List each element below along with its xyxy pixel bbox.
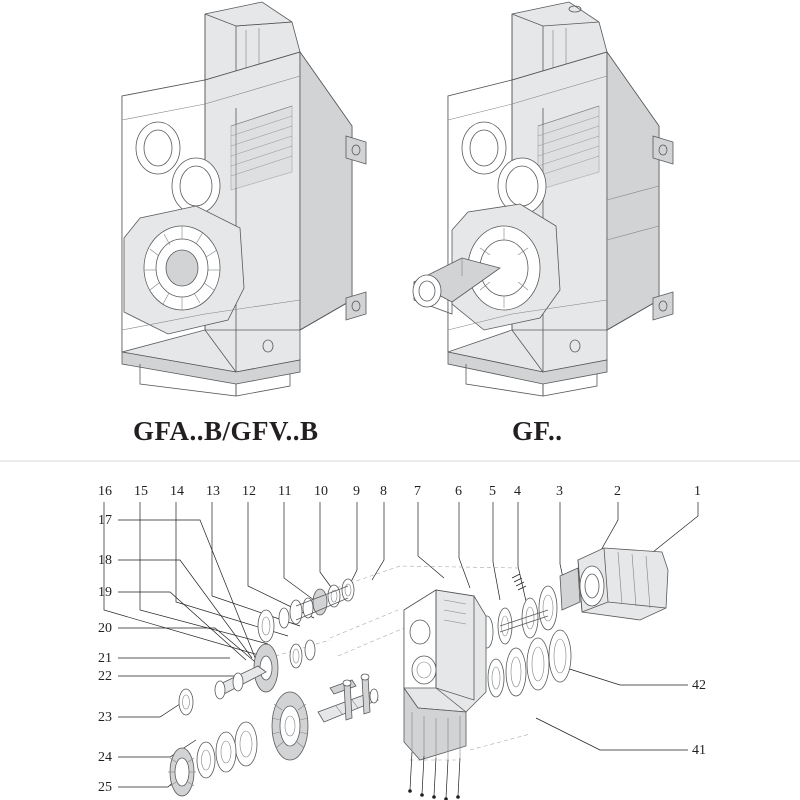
callout-2: 2 <box>614 484 621 499</box>
callout-11: 11 <box>278 484 292 499</box>
callout-20: 20 <box>98 621 112 636</box>
assembly-arrows <box>512 574 526 590</box>
exploded-view-panel <box>0 460 800 800</box>
figure-right-gf <box>413 2 673 396</box>
callout-13: 13 <box>206 484 220 499</box>
callout-24: 24 <box>98 750 112 765</box>
callout-4: 4 <box>514 484 521 499</box>
part-flange-stack <box>481 586 557 648</box>
callout-7: 7 <box>414 484 421 499</box>
callout-6: 6 <box>455 484 462 499</box>
callout-12: 12 <box>242 484 256 499</box>
callout-23: 23 <box>98 710 112 725</box>
part-housing <box>404 590 486 800</box>
callout-1: 1 <box>694 484 701 499</box>
callout-8: 8 <box>380 484 387 499</box>
callout-25: 25 <box>98 780 112 795</box>
part-pins <box>343 674 370 720</box>
callout-17: 17 <box>98 513 112 528</box>
callout-9: 9 <box>353 484 360 499</box>
callout-14: 14 <box>170 484 184 499</box>
callout-10: 10 <box>314 484 328 499</box>
callout-22: 22 <box>98 669 112 684</box>
callout-42: 42 <box>692 678 706 693</box>
callout-16: 16 <box>98 484 112 499</box>
callout-15: 15 <box>134 484 148 499</box>
caption-gf: GF.. <box>512 416 563 446</box>
exploded-view-svg <box>0 460 800 800</box>
callout-5: 5 <box>489 484 496 499</box>
callout-21: 21 <box>98 651 112 666</box>
part-motor-block <box>560 548 668 620</box>
caption-gfab: GFA..B/GFV..B <box>133 416 319 446</box>
callout-3: 3 <box>556 484 563 499</box>
figure-left-gfab <box>122 2 366 396</box>
callout-18: 18 <box>98 553 112 568</box>
part-small-ring-stack <box>258 579 354 642</box>
callout-19: 19 <box>98 585 112 600</box>
callout-41: 41 <box>692 743 706 758</box>
